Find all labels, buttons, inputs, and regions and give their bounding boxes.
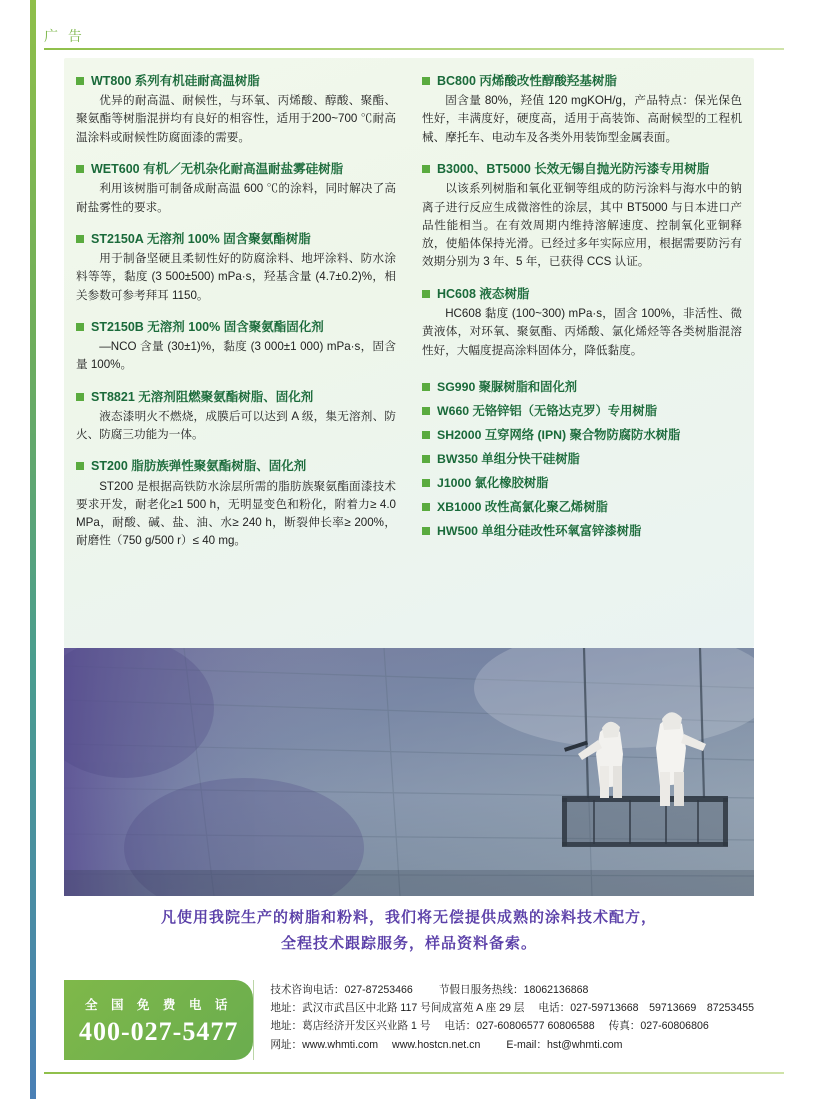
- holiday-hotline-label: 节假日服务热线：: [438, 984, 524, 996]
- address1-value: 武汉市武昌区中北路 117 号间成富苑 A 座 29 层: [302, 1002, 525, 1015]
- product-title-row: [76, 388, 396, 406]
- bullet-square-icon: [76, 235, 84, 243]
- product-title: HC608 液态树脂: [437, 286, 530, 301]
- product-entry: [76, 160, 396, 217]
- address2-tel-value: 027-60806577 60806588: [476, 1020, 595, 1033]
- list-item: [422, 498, 742, 517]
- contact-row-hotline: [270, 981, 754, 999]
- product-title: WET600 有机／无机杂化耐高温耐盐雾硅树脂: [91, 162, 344, 177]
- bullet-square-icon: [422, 77, 430, 85]
- address1-label: 地址：: [270, 1002, 303, 1015]
- product-title: ST2150A 无溶剂 100% 固含聚氨酯树脂: [91, 231, 311, 246]
- product-title-row: [422, 285, 742, 303]
- product-title: W660 无铬锌铝（无铬达克罗）专用树脂: [437, 403, 657, 418]
- product-title: ST8821 无溶剂阻燃聚氨酯树脂、固化剂: [91, 389, 314, 404]
- website-label: 网址：: [270, 1038, 303, 1051]
- right-column: [422, 72, 742, 564]
- product-entry: [422, 72, 742, 147]
- website-value-2[interactable]: www.hostcn.net.cn: [392, 1038, 481, 1051]
- bullet-square-icon: [422, 290, 430, 298]
- contact-row-address-2: [270, 1017, 754, 1035]
- worksite-photo: [64, 648, 754, 896]
- product-entry: [422, 160, 742, 272]
- product-description: 液态漆明火不燃烧，成膜后可以达到 A 级，集无溶剂、防火、防腐三功能为一体。: [76, 409, 396, 442]
- decorative-left-bar: [30, 0, 36, 1099]
- product-description: 利用该树脂可制备成耐高温 600 ℃的涂料，同时解决了高耐盐雾性的要求。: [76, 182, 396, 214]
- product-title: SG990 聚脲树脂和固化剂: [437, 379, 578, 394]
- ad-label: 广 告: [44, 28, 85, 44]
- address2-tel-label: 电话：: [444, 1020, 477, 1033]
- toll-free-phone-box: [64, 980, 253, 1060]
- address2-label: 地址：: [270, 1020, 303, 1033]
- product-description: ST200 是根据高铁防水涂层所需的脂肪族聚氨酯面漆技术要求开发，耐老化≥1 500 h，无明显变色和粉化，附着力≥ 4.0 MPa，耐酸、碱、盐、油、水≥ 240 h，断裂伸长率≥ 200%，耐磨性（750 g/500 r）≤ 40 mg。: [76, 479, 396, 548]
- product-title: HW500 单组分硅改性环氧富锌漆树脂: [437, 524, 642, 539]
- bullet-square-icon: [422, 407, 430, 415]
- phone-label: 全 国 免 费 电 话: [84, 998, 233, 1012]
- product-entry: [76, 72, 396, 147]
- tech-consult-label: 技术咨询电话：: [270, 984, 345, 996]
- list-item: [422, 378, 742, 397]
- product-entry: [422, 285, 742, 360]
- product-title-row: [76, 230, 396, 248]
- product-description: 以该系列树脂和氧化亚铜等组成的防污涂料与海水中的钠离子进行反应生成微溶性的涂层，其中 BT5000 与日本进口产品性能相当。在有效周期内维持溶解速度、控制氧化亚铜释放，使船体保持光滑。已经过多年实际应用，根据需要防污有效期分别为 3 年、5 年，已获得 CCS 认证。: [422, 182, 742, 269]
- bullet-square-icon: [422, 455, 430, 463]
- product-title: SH2000 互穿网络 (IPN) 聚合物防腐防水树脂: [437, 427, 681, 442]
- product-entry: [76, 457, 396, 550]
- bullet-square-icon: [76, 323, 84, 331]
- bullet-square-icon: [422, 479, 430, 487]
- website-value-1[interactable]: www.whmti.com: [302, 1038, 379, 1051]
- list-item: [422, 522, 742, 541]
- phone-number: 400-027-5477: [79, 1017, 239, 1046]
- list-item: [422, 450, 742, 469]
- product-title: XB1000 改性高氯化聚乙烯树脂: [437, 500, 608, 515]
- tech-consult-value: 027-87253466: [344, 984, 413, 996]
- list-item: [422, 426, 742, 445]
- product-title: BW350 单组分快干硅树脂: [437, 451, 580, 466]
- holiday-hotline-value: 18062136868: [523, 984, 589, 996]
- bullet-square-icon: [76, 77, 84, 85]
- bullet-square-icon: [422, 527, 430, 535]
- product-title: ST2150B 无溶剂 100% 固含聚氨酯固化剂: [91, 319, 324, 334]
- email-value[interactable]: hst@whmti.com: [547, 1038, 623, 1051]
- product-title-row: [76, 160, 396, 178]
- product-entry: [76, 318, 396, 375]
- product-title-row: [76, 72, 396, 90]
- product-title: J1000 氯化橡胶树脂: [437, 476, 549, 490]
- product-description: HC608 黏度 (100~300) mPa·s，固含 100%，非活性、微黄液体，对环氧、聚氨酯、丙烯酸、氯化烯烃等各类树脂混溶性好，大幅度提高涂料固体分，降低黏度。: [422, 306, 742, 357]
- product-description: 用于制备坚硬且柔韧性好的防腐涂料、地坪涂料、防水涂料等等，黏度 (3 500±500) mPa·s，羟基含量 (4.7±0.2)%，相关参数可参考拜耳 1150。: [76, 251, 396, 302]
- footer: [64, 980, 754, 1060]
- bullet-square-icon: [76, 165, 84, 173]
- list-item: [422, 474, 742, 493]
- product-title: B3000、BT5000 长效无锡自抛光防污漆专用树脂: [437, 162, 710, 177]
- product-entry: [76, 388, 396, 445]
- address1-tel-value: 027-59713668 59713669 87253455: [570, 1002, 754, 1015]
- bullet-square-icon: [422, 431, 430, 439]
- top-divider: [44, 48, 784, 50]
- fax-value: 027-60806806: [640, 1020, 709, 1033]
- bottom-divider: [44, 1072, 784, 1074]
- product-description: 固含量 80%，羟值 120 mgKOH/g，产品特点：保光保色性好，丰满度好，硬度高，适用于高装饰、高耐候型的工程机械、摩托车、电动车及各类外用装饰型金属表面。: [422, 94, 742, 144]
- address1-tel-label: 电话：: [538, 1002, 571, 1015]
- product-title-row: [422, 160, 742, 178]
- product-title-row: [76, 457, 396, 475]
- product-entry: [76, 230, 396, 305]
- slogan-line-2: 全程技术跟踪服务，样品资料备索。: [280, 936, 537, 953]
- contact-row-web: [270, 1036, 754, 1054]
- bullet-square-icon: [422, 503, 430, 511]
- product-name-list: [422, 378, 742, 541]
- bullet-square-icon: [422, 383, 430, 391]
- product-title: ST200 脂肪族弹性聚氨酯树脂、固化剂: [91, 459, 307, 474]
- contact-details: [253, 980, 754, 1060]
- product-title-row: [422, 72, 742, 90]
- two-column-content: [76, 72, 742, 564]
- list-item: [422, 402, 742, 421]
- fax-label: 传真：: [608, 1020, 641, 1033]
- product-title: WT800 系列有机硅耐高温树脂: [91, 74, 260, 88]
- contact-row-address-1: [270, 999, 754, 1017]
- left-column: [76, 72, 396, 564]
- address2-value: 葛店经济开发区兴业路 1 号: [302, 1020, 431, 1033]
- email-label: E-mail：: [506, 1038, 547, 1051]
- bullet-square-icon: [76, 393, 84, 401]
- product-description: 优异的耐高温、耐候性，与环氧、丙烯酸、醇酸、聚酯、聚氨酯等树脂混拼均有良好的相容性，适用于200~700 ℃耐高温涂料或耐候性防腐面漆的需要。: [76, 94, 396, 144]
- slogan-line-1: 凡使用我院生产的树脂和粉料，我们将无偿提供成熟的涂料技术配方，: [160, 910, 657, 926]
- product-title: BC800 丙烯酸改性醇酸羟基树脂: [437, 74, 617, 88]
- slogan: [64, 905, 754, 958]
- bullet-square-icon: [76, 462, 84, 470]
- product-description: —NCO 含量 (30±1)%，黏度 (3 000±1 000) mPa·s，固含量 100%。: [76, 340, 396, 372]
- bullet-square-icon: [422, 165, 430, 173]
- product-title-row: [76, 318, 396, 336]
